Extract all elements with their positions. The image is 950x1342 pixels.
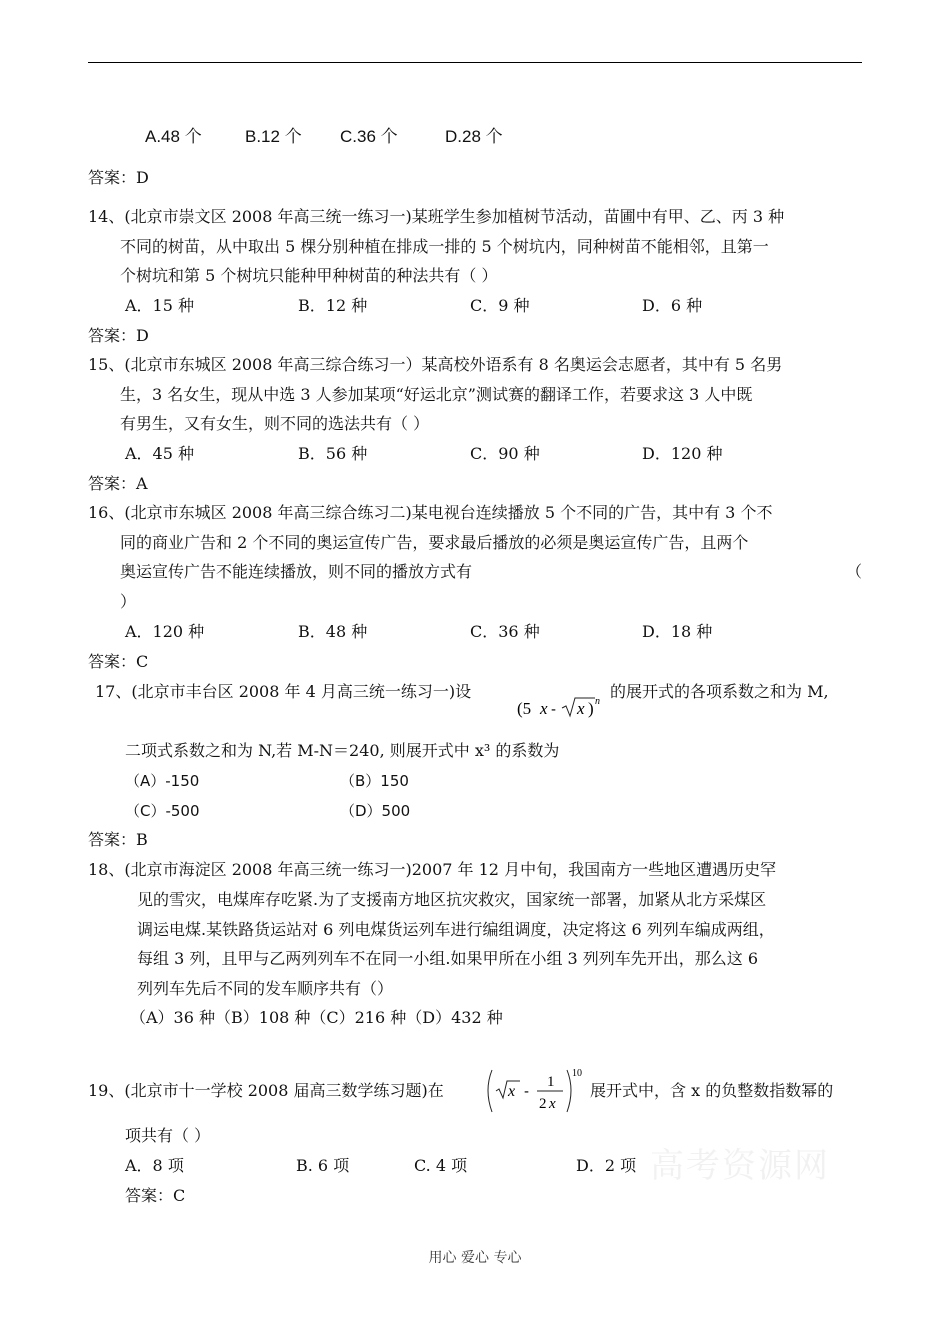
q16-line-2: 同的商业广告和 2 个不同的奥运宣传广告，要求最后播放的必须是奥运宣传广告，且两个 — [120, 533, 749, 552]
q16-option-d: D．18 种 — [642, 622, 713, 641]
q14-line-1: 14、(北京市崇文区 2008 年高三统一练习一)某班学生参加植树节活动，苗圃中有甲、乙、丙 3 种 — [88, 207, 785, 226]
svg-text:x: x — [577, 699, 585, 718]
q15-line-2: 生，3 名女生，现从中选 3 人参加某项“好运北京”测试赛的翻译工作，若要求这 3 人中既 — [120, 385, 753, 404]
q16-paren-close: ） — [120, 592, 137, 611]
q13-answer: 答案：D — [88, 168, 149, 187]
q15-answer: 答案：A — [88, 474, 148, 493]
q17-line-1-prefix: 17、(北京市丰台区 2008 年 4 月高三统一练习一)设 — [95, 682, 472, 701]
q19-option-d: D．2 项 — [576, 1156, 637, 1175]
q13-option-d: D.28 个 — [445, 127, 503, 146]
svg-text:1: 1 — [547, 1074, 555, 1090]
q14-answer: 答案：D — [88, 326, 149, 345]
svg-text:x: x — [540, 699, 548, 718]
svg-text:2: 2 — [539, 1096, 547, 1112]
q14-option-c: C．9 种 — [470, 296, 530, 315]
header-rule — [88, 62, 862, 63]
q18-line-4: 每组 3 列，且甲与乙两列列车不在同一小组.如果甲所在小组 3 列列车先开出，那么这 6 — [137, 949, 759, 968]
q17-answer: 答案：B — [88, 830, 148, 849]
q16-answer: 答案：C — [88, 652, 149, 671]
q15-option-c: C．90 种 — [470, 444, 540, 463]
q16-line-3: 奥运宣传广告不能连续播放，则不同的播放方式有 — [120, 562, 473, 581]
svg-text:x: x — [508, 1083, 516, 1100]
svg-text:(5: (5 — [517, 699, 532, 718]
q15-option-a: A．45 种 — [125, 444, 195, 463]
q15-line-3: 有男生，又有女生，则不同的选法共有（ ） — [120, 414, 430, 433]
q16-option-c: C．36 种 — [470, 622, 540, 641]
q17-formula — [515, 692, 607, 722]
q14-option-b: B．12 种 — [298, 296, 368, 315]
q18-options: （A）36 种（B）108 种（C）216 种（D）432 种 — [130, 1008, 503, 1027]
q15-option-d: D．120 种 — [642, 444, 723, 463]
q17-line-2: 二项式系数之和为 N,若 M-N＝240, 则展开式中 x³ 的系数为 — [125, 741, 560, 760]
q18-line-2: 见的雪灾，电煤库存吃紧.为了支援南方地区抗灾救灾，国家统一部署，加紧从北方采煤区 — [137, 890, 767, 909]
q16-option-a: A．120 种 — [125, 622, 205, 641]
q17-option-c: （C）-500 — [125, 802, 200, 820]
svg-text:-: - — [551, 701, 556, 718]
q16-option-b: B．48 种 — [298, 622, 368, 641]
svg-text:x: x — [549, 1096, 556, 1112]
q19-line-1-prefix: 19、(北京市十一学校 2008 届高三数学练习题)在 — [88, 1081, 444, 1100]
q18-line-3: 调运电煤.某铁路货运站对 6 列电煤货运列车进行编组调度，决定将这 6 列列车编成两组， — [137, 920, 775, 939]
q13-option-a: A.48 个 — [145, 127, 202, 146]
q18-line-5: 列列车先后不同的发车顺序共有（） — [137, 979, 394, 998]
svg-text:-: - — [524, 1083, 529, 1100]
q17-option-b: （B）150 — [340, 772, 409, 790]
q19-option-c: C. 4 项 — [414, 1156, 468, 1175]
q17-option-d: （D）500 — [340, 802, 411, 820]
q14-option-d: D．6 种 — [642, 296, 703, 315]
q13-option-c: C.36 个 — [340, 127, 398, 146]
svg-text:n: n — [595, 696, 600, 707]
q15-line-1: 15、(北京市东城区 2008 年高三综合练习一）某高校外语系有 8 名奥运会志愿者，其中有 5 名男 — [88, 355, 783, 374]
watermark: 高考资源网 — [650, 1146, 830, 1186]
q19-answer: 答案：C — [125, 1186, 186, 1205]
q14-option-a: A．15 种 — [125, 296, 195, 315]
q13-option-b: B.12 个 — [245, 127, 302, 146]
q16-line-1: 16、(北京市东城区 2008 年高三综合练习二)某电视台连续播放 5 个不同的广告，其中有 3 个不 — [88, 503, 773, 522]
q15-option-b: B．56 种 — [298, 444, 368, 463]
q14-line-3: 个树坑和第 5 个树坑只能种甲种树苗的种法共有（ ） — [120, 266, 498, 285]
q17-option-a: （A）-150 — [125, 772, 200, 790]
q19-line-1-suffix: 展开式中，含 x 的负整数指数幂的 — [590, 1081, 834, 1100]
q18-line-1: 18、(北京市海淀区 2008 年高三统一练习一)2007 年 12 月中旬，我国南方一些地区遭遇历史罕 — [88, 860, 777, 879]
q16-paren-open: （ — [846, 562, 863, 581]
q19-option-a: A．8 项 — [125, 1156, 184, 1175]
q19-line-2: 项共有（ ） — [125, 1126, 211, 1145]
svg-text:): ) — [588, 699, 594, 718]
svg-text:10: 10 — [572, 1068, 582, 1079]
page-footer: 用心 爱心 专心 — [428, 1250, 522, 1266]
q14-line-2: 不同的树苗，从中取出 5 棵分别种植在排成一排的 5 个树坑内，同种树苗不能相邻，且第一 — [120, 237, 769, 256]
q19-option-b: B. 6 项 — [296, 1156, 350, 1175]
q19-formula — [484, 1066, 588, 1118]
q17-line-1-suffix: 的展开式的各项系数之和为 M, — [610, 682, 829, 701]
